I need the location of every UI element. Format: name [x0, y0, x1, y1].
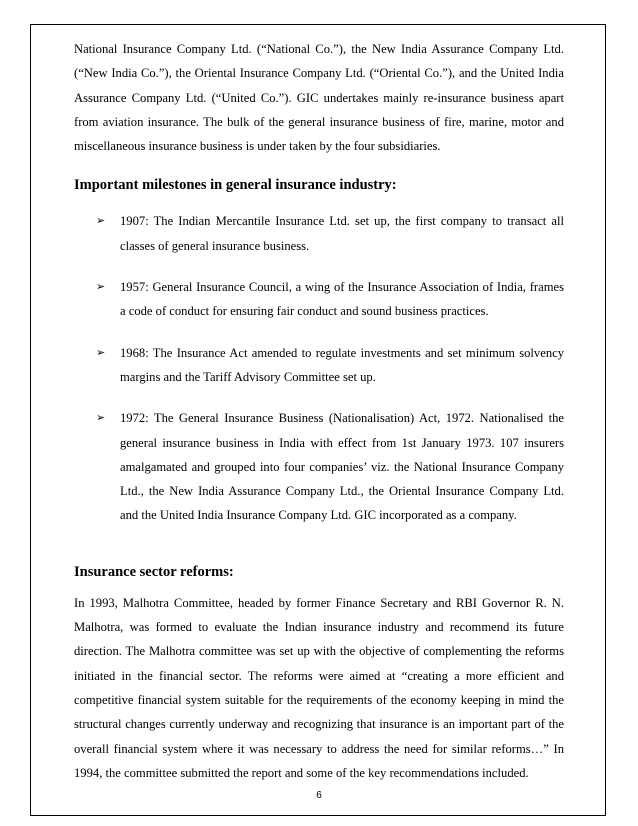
milestones-list	[74, 209, 564, 527]
list-item-text: 1907: The Indian Mercantile Insurance Ltd. set up, the first company to transact all classes of general insurance business.	[120, 214, 564, 253]
page-content	[74, 37, 564, 785]
arrow-bullet-icon: ➢	[96, 345, 106, 359]
milestones-heading: Important milestones in general insurance industry:	[74, 177, 397, 194]
page-number: 6	[316, 790, 322, 801]
list-item	[80, 406, 564, 527]
list-item-text: 1972: The General Insurance Business (Nationalisation) Act, 1972. Nationalised the general insurance business in India with effect from 1st January 1973. 107 insurers amalgamated and grouped into four companies’ viz. the National Insurance Company Ltd., the New India Assurance Company Ltd., the Oriental Insurance Company Ltd. and the United India Insurance Company Ltd. GIC incorporated as a company.	[120, 411, 564, 523]
reforms-heading: Insurance sector reforms:	[74, 563, 234, 580]
arrow-bullet-icon: ➢	[96, 214, 106, 228]
list-item	[80, 341, 564, 390]
arrow-bullet-icon: ➢	[96, 411, 106, 425]
arrow-bullet-icon: ➢	[96, 280, 106, 294]
list-item-text: 1957: General Insurance Council, a wing of the Insurance Association of India, frames a code of conduct for ensuring fair conduct and sound business practices.	[120, 280, 564, 319]
list-item	[80, 209, 564, 258]
reforms-paragraph: In 1993, Malhotra Committee, headed by former Finance Secretary and RBI Governor R. N. Malhotra, was formed to evaluate the Indian insurance industry and recommend its future direction. The Malhotra committee was set up with the objective of complementing the reforms initiated in the financial sector. The reforms were aimed at “creating a more efficient and competitive financial system suitable for the requirements of the economy keeping in mind the structural changes currently underway and recognizing that insurance is an important part of the overall financial system where it was necessary to address the need for similar reforms…” In 1994, the committee submitted the report and some of the key recommendations included.	[74, 595, 564, 780]
list-item	[80, 275, 564, 324]
list-item-text: 1968: The Insurance Act amended to regulate investments and set minimum solvency margins and the Tariff Advisory Committee set up.	[120, 345, 564, 384]
intro-paragraph: National Insurance Company Ltd. (“National Co.”), the New India Assurance Company Ltd. (“New India Co.”), the Oriental Insurance Company Ltd. (“Oriental Co.”), and the United India Assurance Company Ltd. (“United Co.”). GIC undertakes mainly re-insurance business apart from aviation insurance. The bulk of the general insurance business of fire, marine, motor and miscellaneous insurance business is under taken by the four subsidiaries.	[74, 42, 564, 154]
